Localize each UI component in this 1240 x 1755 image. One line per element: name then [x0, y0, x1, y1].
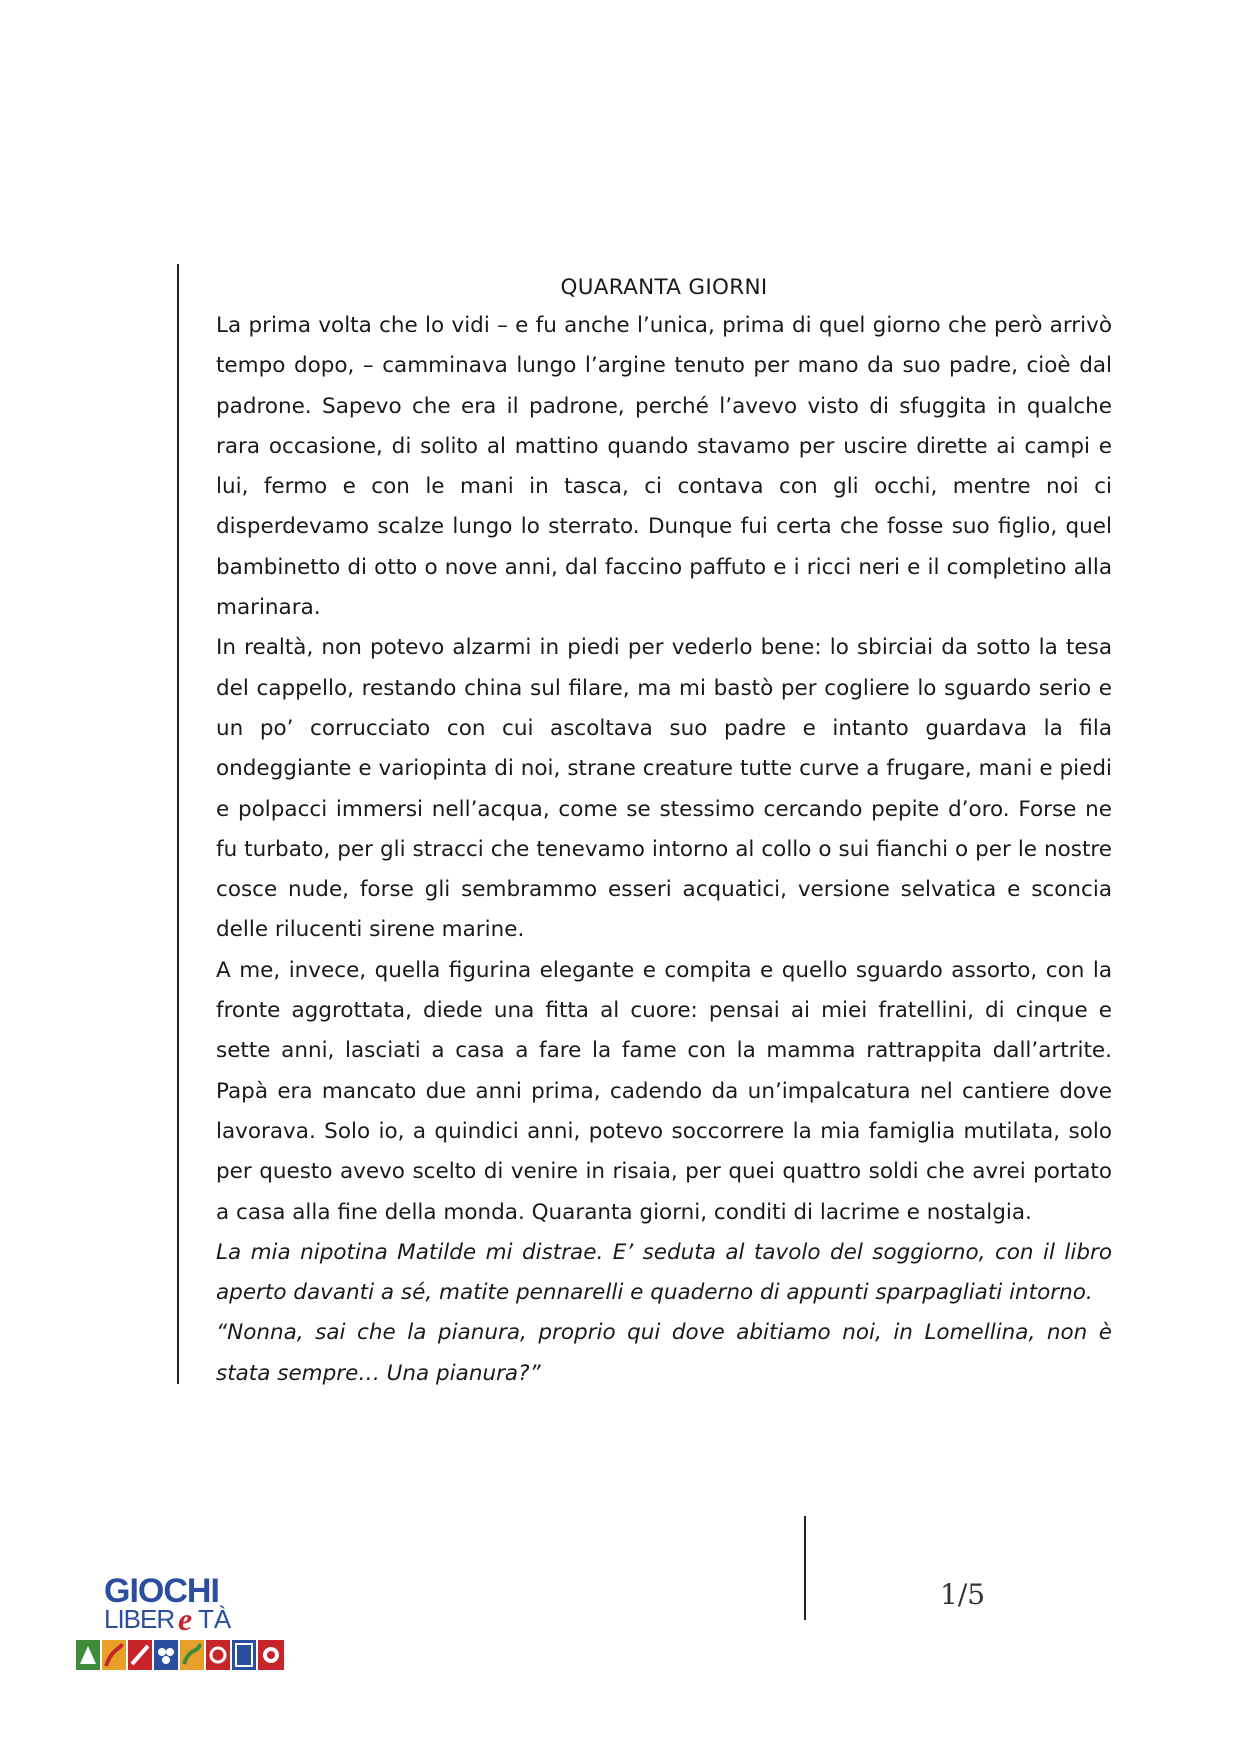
- logo-letter-e: e: [178, 1601, 193, 1637]
- paragraph-3: A me, invece, quella figurina elegante e compita e quello sguardo assorto, con la fronte aggrottata, diede una fitta al cuore: pensai ai miei fratellini, di cinque e sette anni, lasciati a casa a fare la fame con la mamma rattrappita dall’artrite. Papà era mancato due anni prima, cadendo da un’impalcatura nel cantiere dove lavorava. Solo io, a quindici anni, potevo soccorrere la mia famiglia mutilata, solo per questo avevo scelto di venire in risaia, per quei quattro soldi che avrei portato a casa alla fine della monda. Quaranta giorni, conditi di lacrime e nostalgia.: [216, 957, 1112, 1225]
- paragraph-5: “Nonna, sai che la pianura, proprio qui dove abitiamo noi, in Lomellina, non è stata sempre… Una pianura?”: [216, 1320, 1112, 1386]
- story-text-block: [216, 270, 1112, 1394]
- logo-tile-4: [154, 1640, 178, 1670]
- page-number: 1/5: [940, 1578, 986, 1611]
- story-title: QUARANTA GIORNI: [560, 275, 768, 300]
- logo-word-giochi: GIOCHI: [104, 1572, 219, 1610]
- footer-divider: [804, 1516, 806, 1620]
- logo-graphic: [74, 1568, 288, 1676]
- margin-rule: [177, 264, 179, 1384]
- logo-tiles-row: [76, 1640, 284, 1670]
- paragraph-1: La prima volta che lo vidi – e fu anche l’unica, prima di quel giorno che però arrivò tempo dopo, – camminava lungo l’argine tenuto per mano da suo padre, cioè dal padrone. Sapevo che era il padrone, perché l’avevo visto di sfuggita in qualche rara occasione, di solito al mattino quando stavamo per uscire dirette ai campi e lui, fermo e con le mani in tasca, ci contava con gli occhi, mentre noi ci disperdevamo scalze lungo lo sterrato. Dunque fui certa che fosse suo figlio, quel bambinetto di otto o nove anni, dal faccino paffuto e i ricci neri e il completino alla marinara.: [216, 313, 1112, 621]
- logo-letters-ta: TÀ: [198, 1604, 232, 1634]
- paragraph-2: In realtà, non potevo alzarmi in piedi per vederlo bene: lo sbirciai da sotto la tesa del cappello, restando china sul filare, ma mi bastò per cogliere lo sguardo serio e un po’ corrucciato con cui ascoltava suo padre e intanto guardava la fila ondeggiante e variopinta di noi, strane creature tutte curve a frugare, mani e piedi e polpacci immersi nell’acqua, come se stessimo cercando pepite d’oro. Forse ne fu turbato, per gli stracci che tenevamo intorno al collo o sui fianchi o per le nostre cosce nude, forse gli sembrammo esseri acquatici, versione selvatica e sconcia delle rilucenti sirene marine.: [216, 635, 1112, 943]
- paragraph-4: La mia nipotina Matilde mi distrae. E’ seduta al tavolo del soggiorno, con il libro aperto davanti a sé, matite pennarelli e quaderno di appunti sparpagliati intorno.: [216, 1239, 1112, 1306]
- logo-word-liberta: LIBER: [104, 1604, 175, 1634]
- giochi-liberta-logo: [74, 1568, 288, 1676]
